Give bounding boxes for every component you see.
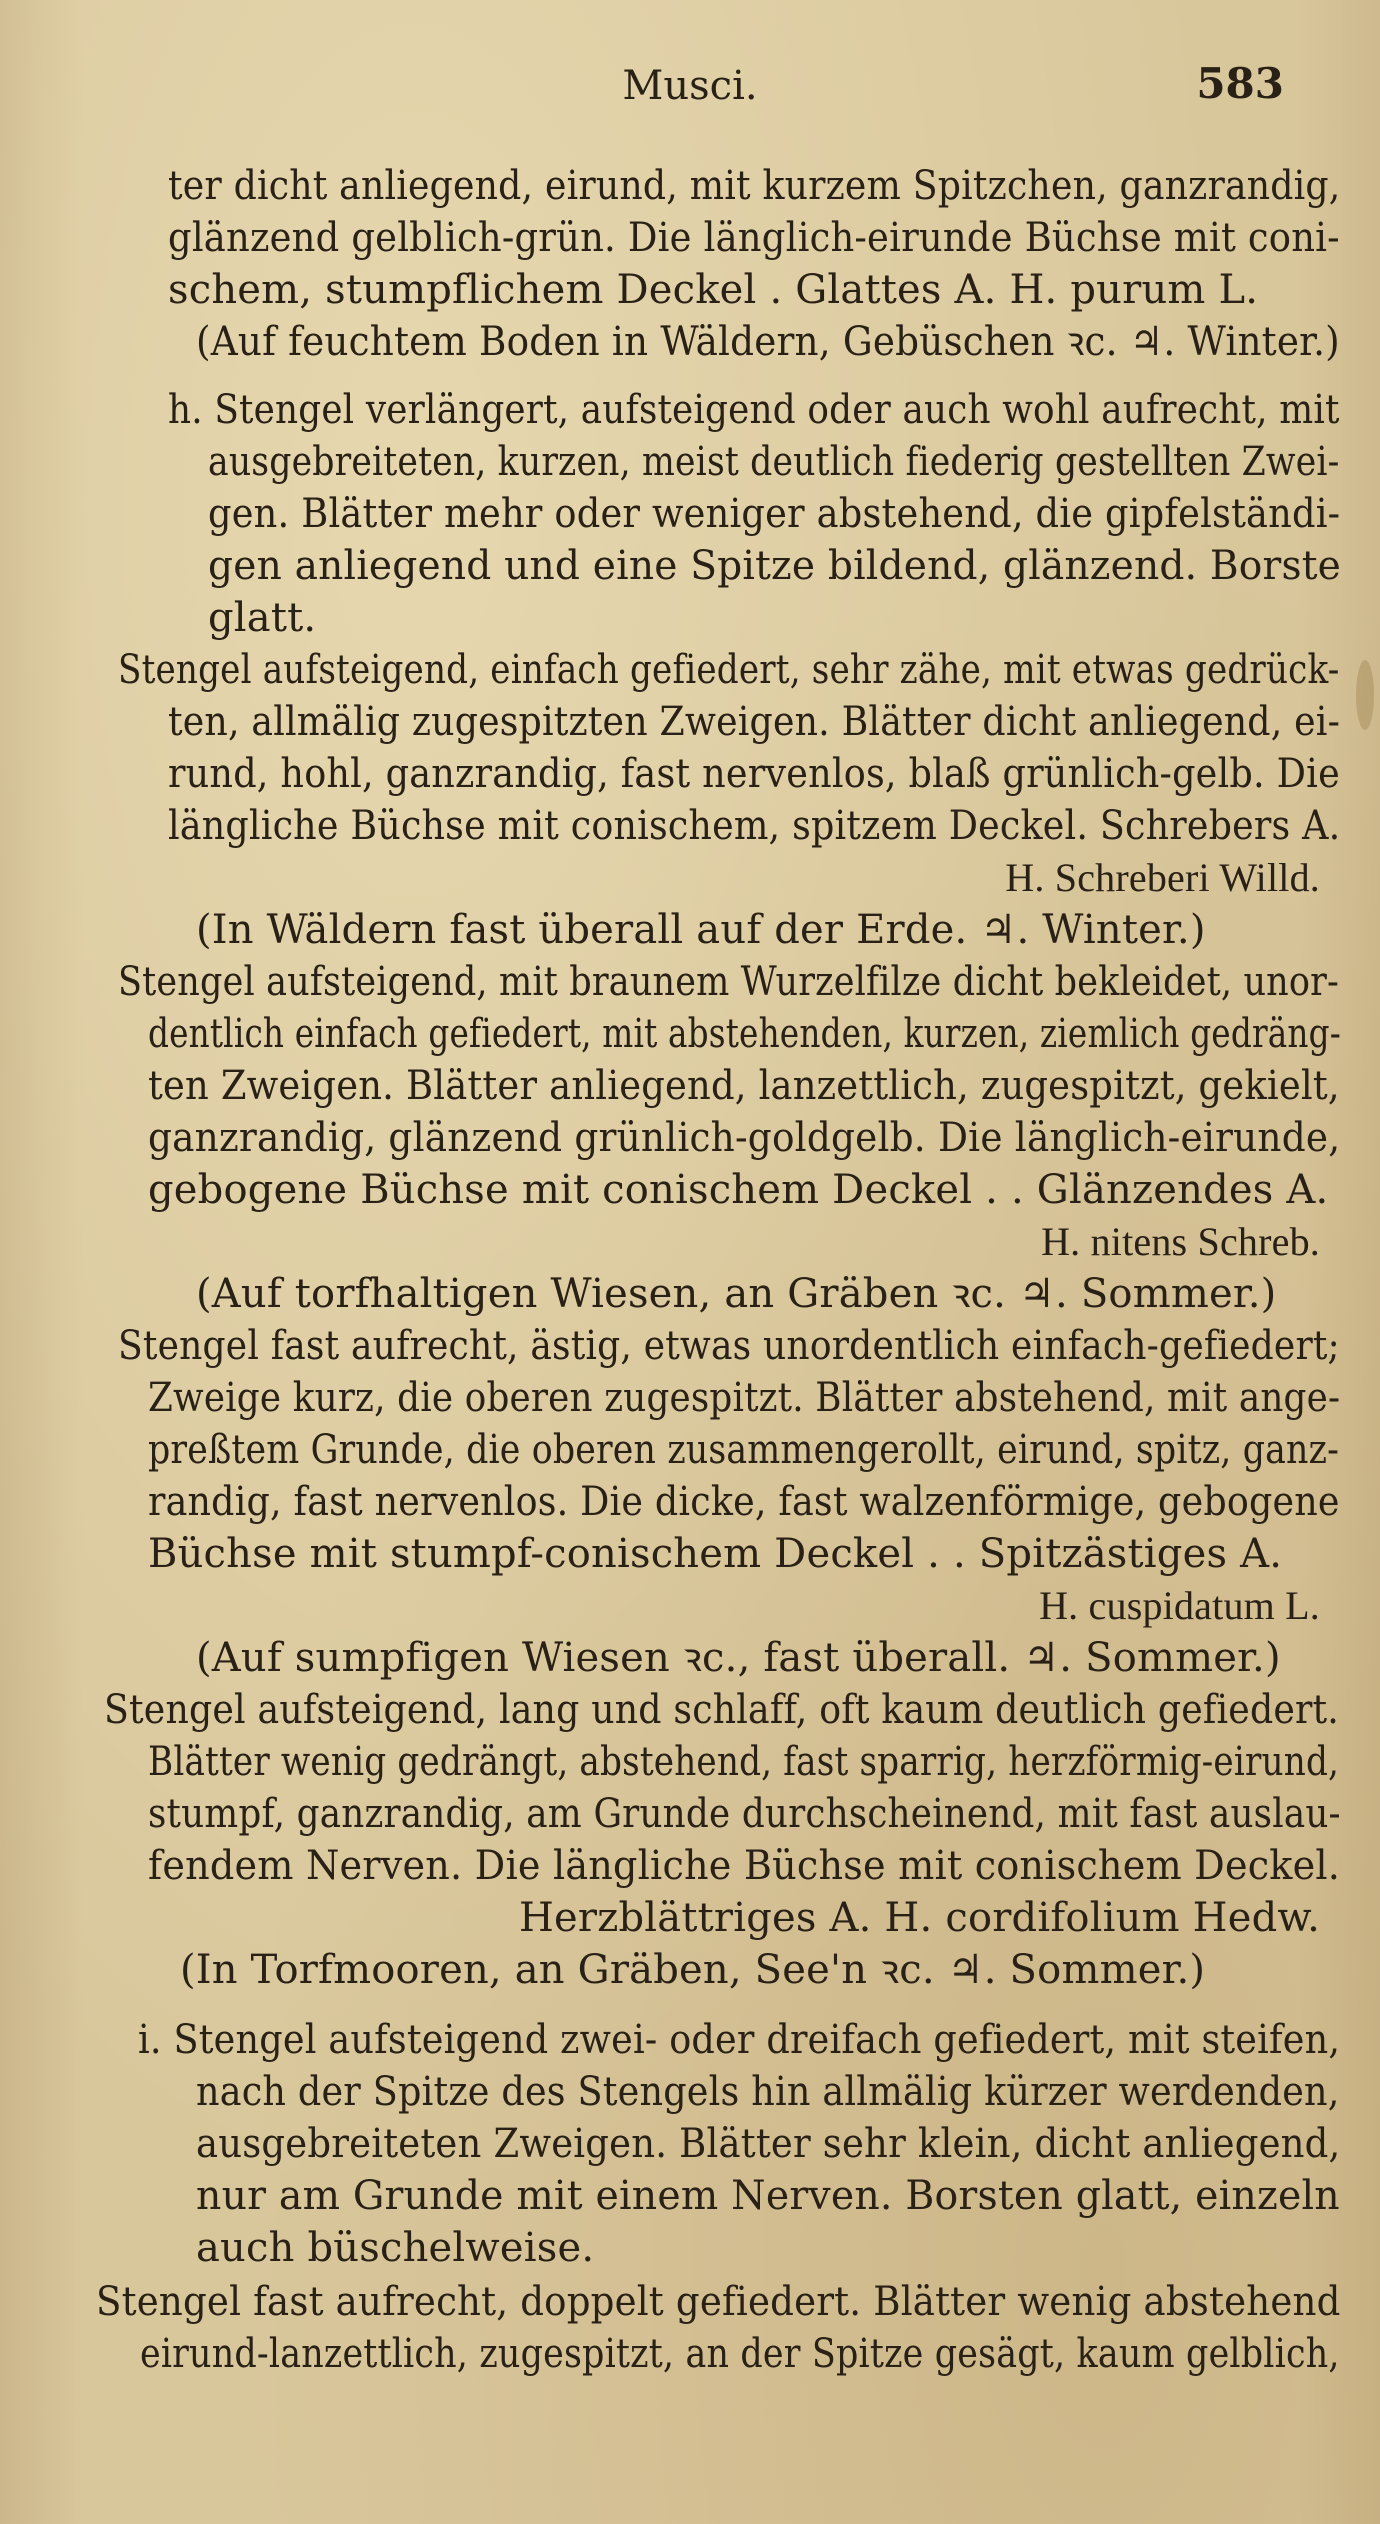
text-line: ausgebreiteten, kurzen, meist deutlich fiederig gestellten Zwei- bbox=[208, 439, 1340, 485]
running-head: Musci. bbox=[622, 63, 758, 109]
text-line: gebogene Büchse mit conischem Deckel . . Glänzendes A. bbox=[148, 1167, 1329, 1213]
species-binomial: H. cuspidatum L. bbox=[1039, 1583, 1320, 1628]
text-line: randig, fast nervenlos. Die dicke, fast walzenförmige, gebogene bbox=[148, 1479, 1340, 1525]
text-line: Blätter wenig gedrängt, abstehend, fast sparrig, herzförmig-eirund, bbox=[148, 1739, 1340, 1785]
text-line: nur am Grunde mit einem Nerven. Borsten glatt, einzeln bbox=[196, 2173, 1340, 2219]
habitat-line: (Auf sumpfigen Wiesen ꝛc., fast überall. ♃. Sommer.) bbox=[196, 1635, 1281, 1681]
text-line: ten, allmälig zugespitzten Zweigen. Blätter dicht anliegend, ei- bbox=[168, 699, 1341, 745]
text-line: ganzrandig, glänzend grünlich-goldgelb. Die länglich-eirunde, bbox=[148, 1115, 1341, 1161]
text-line: nach der Spitze des Stengels hin allmälig kürzer werdenden, bbox=[196, 2069, 1340, 2115]
species-binomial: Herzblättriges A. H. cordifolium Hedw. bbox=[518, 1895, 1320, 1941]
species-binomial: H. Schreberi Willd. bbox=[1005, 855, 1320, 900]
text-line: gen. Blätter mehr oder weniger abstehend, die gipfelständi- bbox=[208, 491, 1341, 537]
species-description: Stengel aufsteigend, mit braunem Wurzelfilze dicht bekleidet, unor- bbox=[118, 959, 1340, 1005]
text-line: eirund-lanzettlich, zugespitzt, an der Spitze gesägt, kaum gelblich, bbox=[140, 2331, 1340, 2377]
text-line: gen anliegend und eine Spitze bildend, glänzend. Borste bbox=[208, 543, 1341, 589]
section-heading-h: h. Stengel verlängert, aufsteigend oder auch wohl aufrecht, mit bbox=[168, 387, 1340, 433]
text-line: ausgebreiteten Zweigen. Blätter sehr klein, dicht anliegend, bbox=[196, 2121, 1341, 2167]
text-line: stumpf, ganzrandig, am Grunde durchscheinend, mit fast auslau- bbox=[148, 1791, 1341, 1837]
section-heading-i: i. Stengel aufsteigend zwei- oder dreifach gefiedert, mit steifen, bbox=[138, 2017, 1341, 2063]
text-line: ten Zweigen. Blätter anliegend, lanzettlich, zugespitzt, gekielt, bbox=[148, 1063, 1340, 1109]
paper-stain bbox=[1356, 660, 1374, 730]
text-line: auch büschelweise. bbox=[196, 2225, 595, 2271]
species-description: Stengel aufsteigend, einfach gefiedert, sehr zähe, mit etwas gedrück- bbox=[118, 647, 1340, 693]
species-description: Stengel fast aufrecht, doppelt gefiedert. Blätter wenig abstehend bbox=[96, 2279, 1341, 2325]
text-line: rund, hohl, ganzrandig, fast nervenlos, blaß grünlich-gelb. Die bbox=[168, 751, 1340, 797]
text-line: glatt. bbox=[208, 595, 317, 641]
habitat-line: (Auf feuchtem Boden in Wäldern, Gebüschen ꝛc. ♃. Winter.) bbox=[196, 319, 1340, 365]
text-line: preßtem Grunde, die oberen zusammengerollt, eirund, spitz, ganz- bbox=[148, 1427, 1340, 1473]
species-description: Stengel aufsteigend, lang und schlaff, oft kaum deutlich gefiedert. bbox=[104, 1687, 1340, 1733]
text-line: ter dicht anliegend, eirund, mit kurzem Spitzchen, ganzrandig, bbox=[168, 163, 1341, 209]
text-line: dentlich einfach gefiedert, mit abstehenden, kurzen, ziemlich gedräng- bbox=[148, 1011, 1341, 1057]
text-line: längliche Büchse mit conischem, spitzem Deckel. Schrebers A. bbox=[168, 803, 1341, 849]
text-line: Büchse mit stumpf-conischem Deckel . . Spitzästiges A. bbox=[148, 1531, 1283, 1577]
page-number: 583 bbox=[1196, 59, 1284, 108]
species-description: Stengel fast aufrecht, ästig, etwas unordentlich einfach-gefiedert; bbox=[118, 1323, 1340, 1369]
text-line: Zweige kurz, die oberen zugespitzt. Blätter abstehend, mit ange- bbox=[148, 1375, 1341, 1421]
text-line: glänzend gelblich-grün. Die länglich-eirunde Büchse mit coni- bbox=[168, 215, 1340, 261]
habitat-line: (In Wäldern fast überall auf der Erde. ♃. Winter.) bbox=[196, 907, 1206, 953]
text-line: fendem Nerven. Die längliche Büchse mit conischem Deckel. bbox=[148, 1843, 1341, 1889]
habitat-line: (Auf torfhaltigen Wiesen, an Gräben ꝛc. ♃. Sommer.) bbox=[196, 1271, 1277, 1317]
species-binomial: H. nitens Schreb. bbox=[1041, 1219, 1320, 1264]
habitat-line: (In Torfmooren, an Gräben, See'n ꝛc. ♃. Sommer.) bbox=[180, 1947, 1206, 1993]
text-line: schem, stumpflichem Deckel . Glattes A. H. purum L. bbox=[168, 267, 1259, 313]
